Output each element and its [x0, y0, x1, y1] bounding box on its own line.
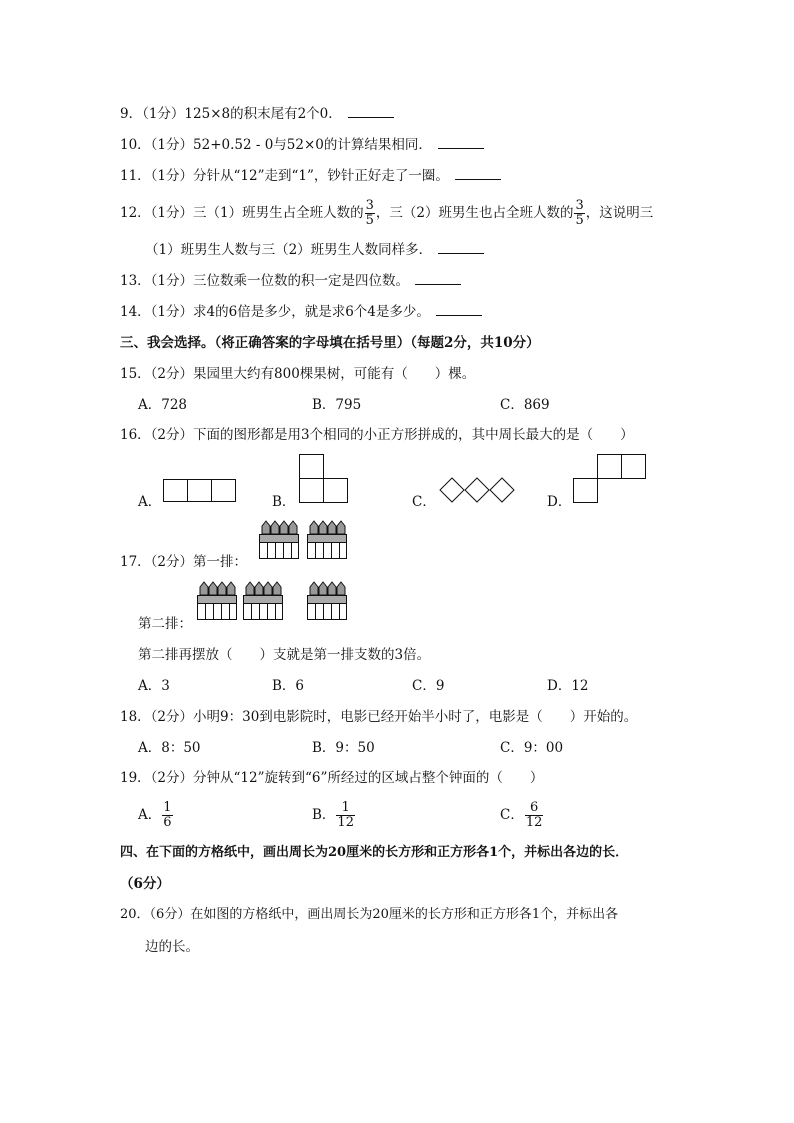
q15-option-c[interactable]: C．869 — [500, 397, 550, 413]
q17-option-b[interactable]: B．6 — [272, 678, 305, 694]
fraction-denominator: 6 — [163, 815, 172, 830]
q19-option-c[interactable] — [500, 799, 544, 831]
answer-blank-12[interactable] — [438, 241, 484, 254]
q16-shape-d — [573, 454, 647, 504]
answer-blank-10[interactable] — [438, 136, 484, 149]
q19-option-b-label: B． — [312, 807, 336, 823]
pencil-box-icon — [196, 581, 238, 623]
fraction-six-twelfths — [525, 801, 544, 830]
q15-option-b[interactable]: B．795 — [312, 397, 362, 413]
q19-option-b[interactable] — [312, 799, 356, 831]
question-12-line2-text: （1）班男生人数与三（2）班男生人数同样多． — [145, 242, 433, 258]
q18-option-c[interactable]: C．9：00 — [500, 740, 564, 756]
question-10 — [120, 135, 484, 155]
question-14 — [120, 302, 482, 322]
question-12-part3: ，这说明三 — [585, 205, 654, 221]
fraction-one-twelfth — [336, 801, 355, 830]
answer-blank-9[interactable] — [348, 105, 394, 118]
fraction-denominator: 12 — [337, 815, 354, 830]
q17-option-a[interactable]: A．3 — [138, 678, 170, 694]
fraction-one-sixth — [162, 801, 172, 830]
q16-option-a-label[interactable]: A． — [138, 494, 162, 510]
question-16: 16．（2分）下面的图形都是用3个相同的小正方形拼成的，其中周长最大的是（ ） — [120, 427, 634, 443]
q16-shape-a — [163, 479, 237, 503]
section-4-title: 四、在下面的方格纸中，画出周长为20厘米的长方形和正方形各1个，并标出各边的长． — [120, 845, 629, 860]
fraction-denominator: 5 — [365, 213, 374, 228]
q19-option-c-label: C． — [500, 807, 524, 823]
question-14-text: 14．（1分）求4的6倍是多少，就是求6个4是多少。 — [120, 304, 430, 320]
question-19: 19．（2分）分钟从“12”旋转到“6”所经过的区域占整个钟面的（ ） — [120, 770, 544, 786]
fraction-numerator: 1 — [336, 801, 355, 816]
section-4-score: （6分） — [120, 876, 170, 892]
question-13-text: 13．（1分）三位数乘一位数的积一定是四位数。 — [120, 273, 410, 289]
pencil-box-icon — [258, 520, 300, 562]
question-12-part2: ，三（2）班男生也占全班人数的 — [375, 205, 574, 221]
question-11 — [120, 166, 501, 186]
q15-option-a[interactable]: A．728 — [138, 397, 188, 413]
q18-option-b[interactable]: B．9：50 — [312, 740, 375, 756]
question-15: 15．（2分）果园里大约有800棵果树，可能有（ ）棵。 — [120, 366, 476, 382]
fraction-three-fifths-1 — [365, 199, 375, 228]
fraction-numerator: 1 — [163, 800, 172, 815]
question-10-text: 10．（1分）52+0.52 - 0与52×0的计算结果相同． — [120, 137, 432, 153]
q16-shape-c — [440, 477, 516, 503]
question-11-text: 11．（1分）分针从“12”走到“1”，钞针正好走了一圈。 — [120, 168, 449, 184]
pencil-box-icon — [242, 581, 284, 623]
question-12 — [120, 198, 653, 228]
q19-option-a-label: A． — [138, 807, 162, 823]
fraction-three-fifths-2 — [574, 199, 584, 228]
fraction-denominator: 12 — [525, 815, 543, 830]
question-13 — [120, 271, 461, 291]
answer-blank-11[interactable] — [455, 167, 501, 180]
q16-shape-b — [299, 454, 349, 504]
question-17-row2-label: 第二排： — [138, 616, 192, 632]
fraction-numerator: 3 — [365, 198, 374, 213]
q18-option-a[interactable]: A．8：50 — [138, 740, 201, 756]
q16-option-c-label[interactable]: C． — [412, 494, 436, 510]
fraction-numerator: 6 — [525, 801, 544, 816]
pencil-box-icon — [306, 581, 348, 623]
question-12-line2 — [145, 240, 484, 260]
question-17-prefix: 17．（2分）第一排： — [120, 554, 248, 570]
answer-blank-14[interactable] — [436, 303, 482, 316]
pencil-box-icon — [306, 520, 348, 562]
q16-option-b-label[interactable]: B． — [272, 494, 296, 510]
answer-blank-13[interactable] — [415, 272, 461, 285]
question-9 — [120, 104, 394, 124]
question-12-part1: 12．（1分）三（1）班男生占全班人数的 — [120, 205, 364, 221]
question-20-line2: 边的长。 — [145, 939, 199, 955]
question-9-text: 9．（1分）125×8的积末尾有2个0． — [120, 106, 342, 122]
fraction-numerator: 3 — [575, 198, 584, 213]
q17-option-c[interactable]: C．9 — [412, 678, 445, 694]
section-3-title: 三、我会选择。（将正确答案的字母填在括号里）（每题2分，共10分） — [120, 335, 540, 351]
question-17-text: 第二排再摆放（ ）支就是第一排支数的3倍。 — [138, 647, 431, 663]
q16-option-d-label[interactable]: D． — [547, 494, 572, 510]
question-20: 20．（6分）在如图的方格纸中，画出周长为20厘米的长方形和正方形各1个，并标出各 — [120, 907, 619, 922]
question-18: 18．（2分）小明9：30到电影院时，电影已经开始半小时了，电影是（ ）开始的。 — [120, 709, 638, 725]
q19-option-a[interactable] — [138, 799, 174, 831]
q17-option-d[interactable]: D．12 — [547, 678, 589, 694]
fraction-denominator: 5 — [575, 213, 584, 228]
